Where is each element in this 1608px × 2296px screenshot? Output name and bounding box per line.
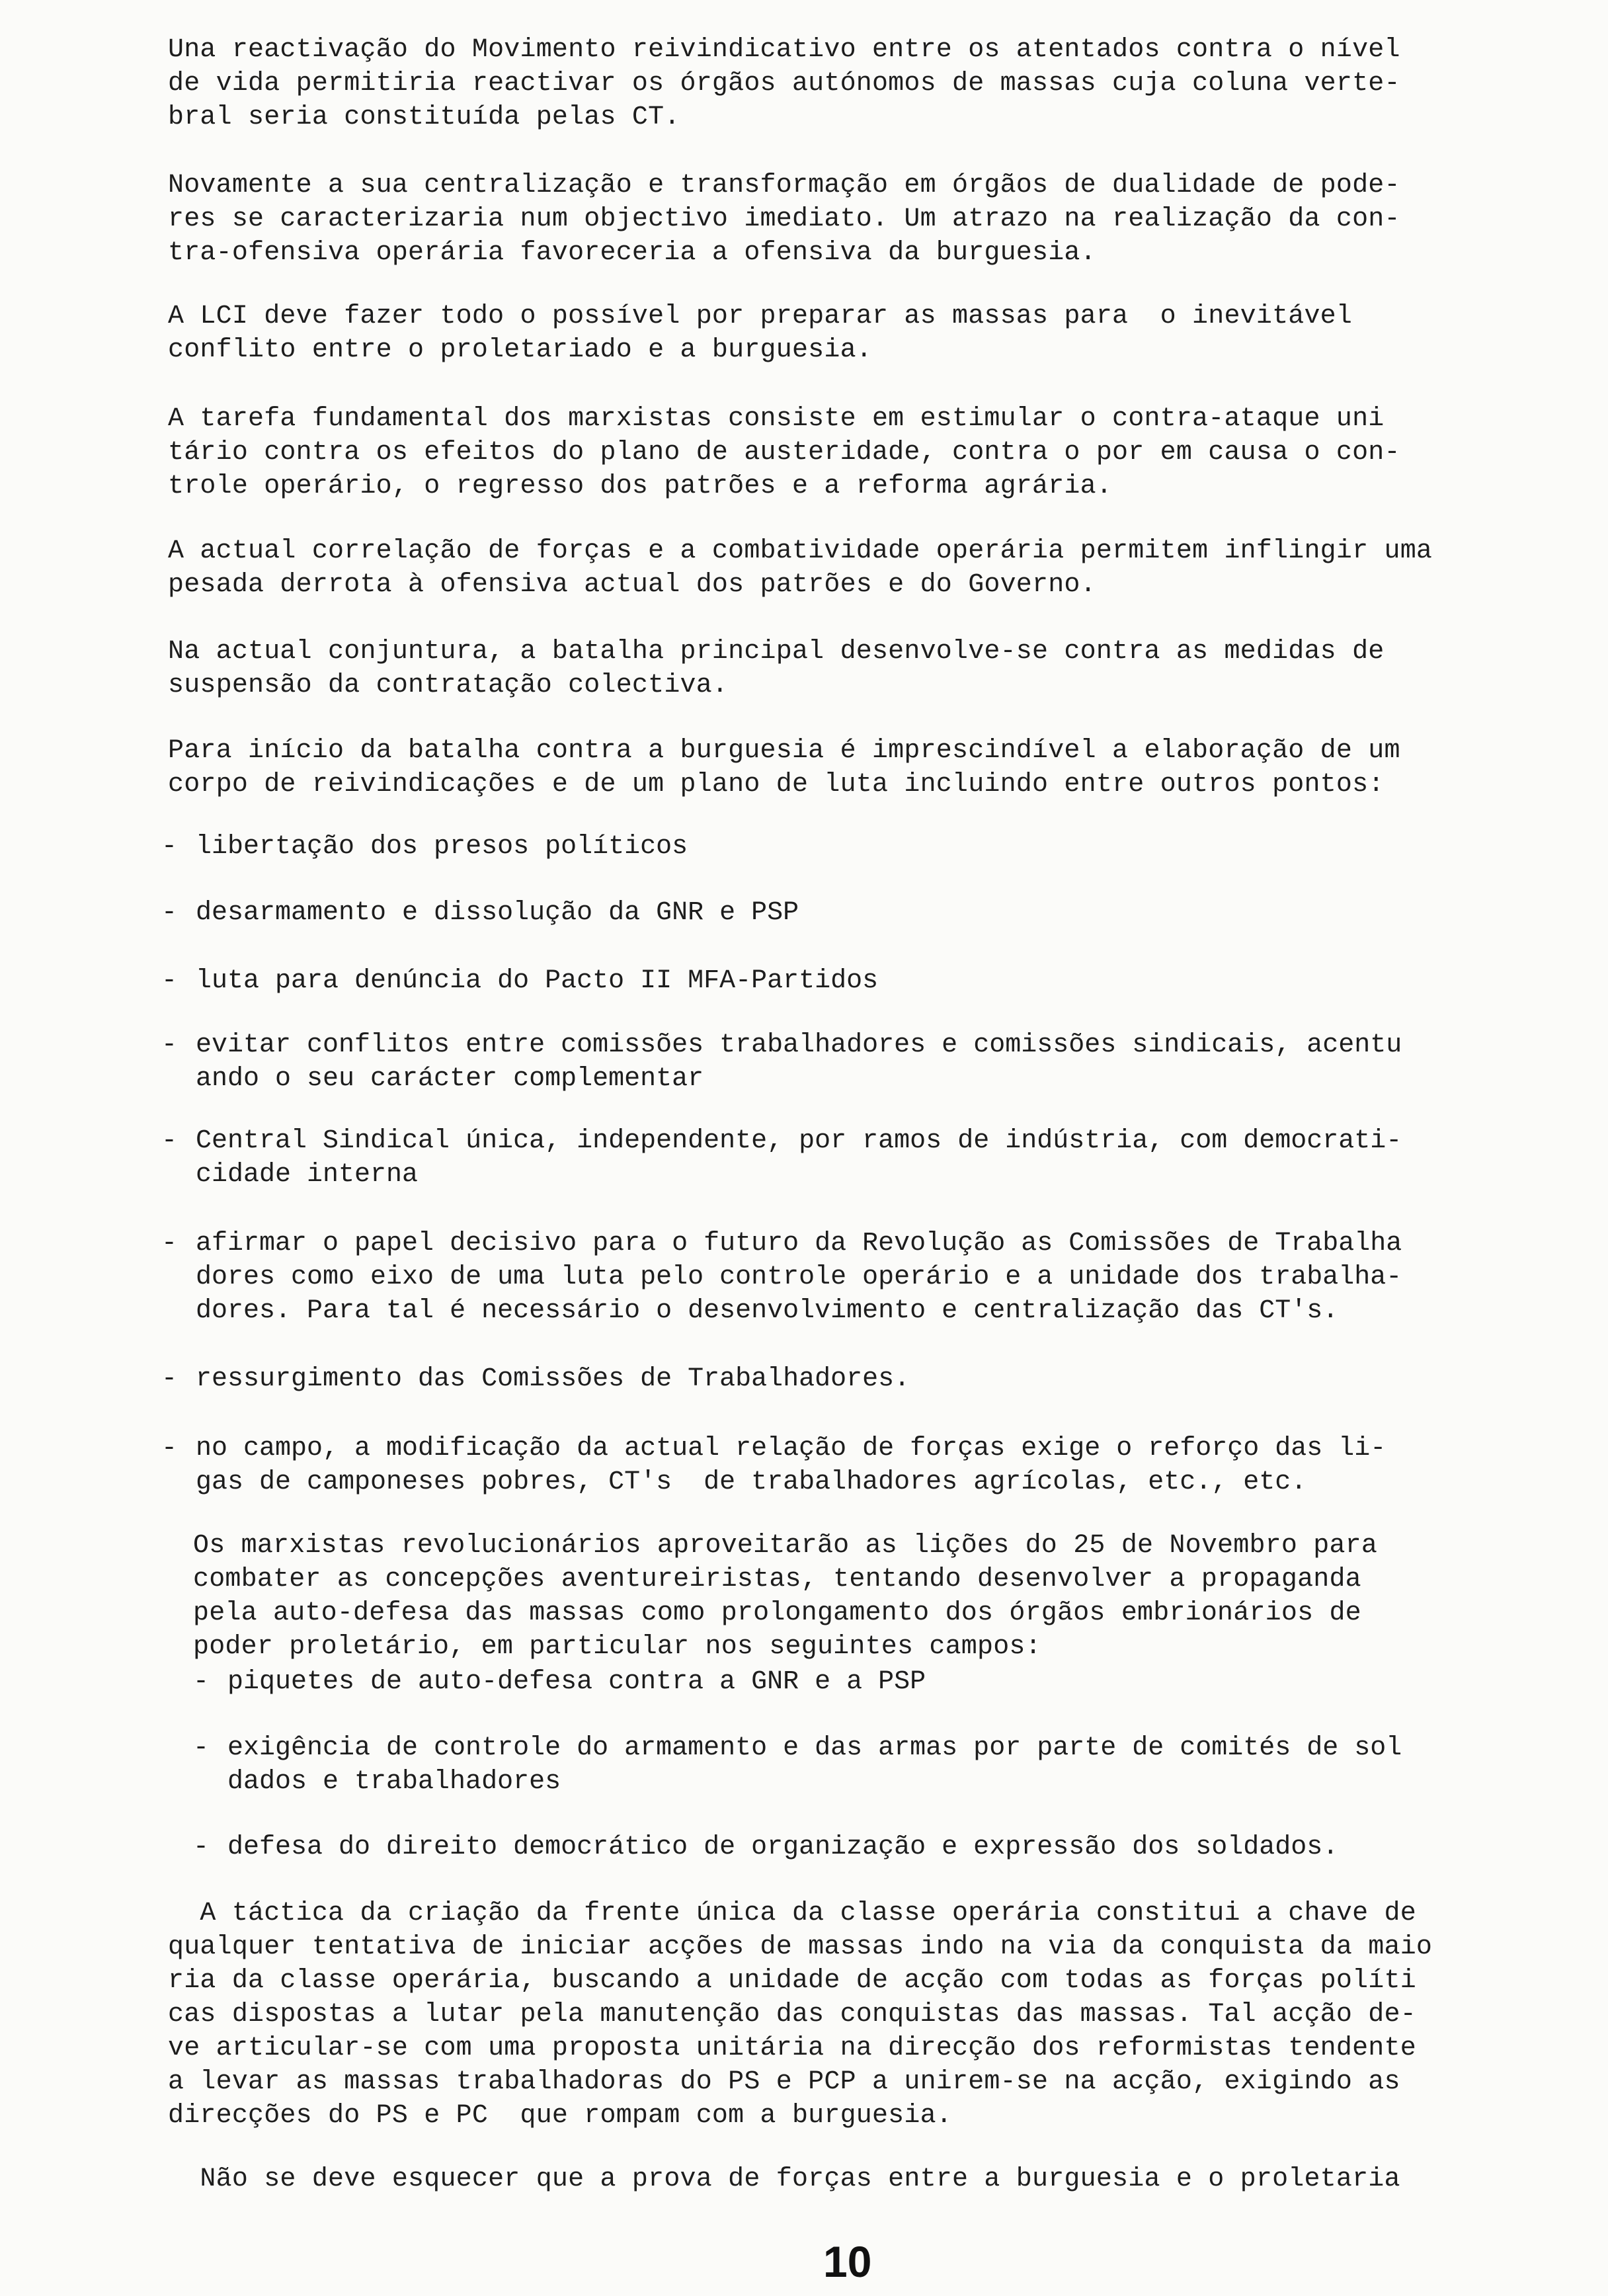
page-number: 10 — [823, 2237, 872, 2286]
paragraph-final-line: Não se deve esquecer que a prova de forças entre a burguesia e o proletaria — [168, 2164, 1400, 2194]
list-item-text: defesa do direito democrático de organização e expressão dos soldados. — [227, 1832, 1339, 1862]
paragraph-self-defense: Os marxistas revolucionários aproveitarão as lições do 25 de Novembro para combater as concepções aventureiristas, tentando desenvolver a propaganda pela auto-defesa das massas como prolongamento dos órgãos embrionários de poder proletário, em particular nos seguintes campos: — [193, 1531, 1378, 1662]
paragraph-lci: A LCI deve fazer todo o possível por preparar as massas para o inevitável conflito entre o proletariado e a burguesia. — [168, 302, 1353, 365]
bullet-dash: - — [193, 1733, 210, 1763]
list-item-text: exigência de controle do armamento e das armas por parte de comités de sol dados e trabalhadores — [227, 1733, 1402, 1797]
paragraph-battle: Para início da batalha contra a burguesia é imprescindível a elaboração de um corpo de reivindicações e de um plano de luta incluindo entre outros pontos: — [168, 736, 1400, 800]
list-item — [161, 1227, 1402, 1362]
bullet-dash: - — [193, 1832, 210, 1862]
list-item-text: piquetes de auto-defesa contra a GNR e a PSP — [227, 1667, 926, 1697]
bullet-dash: - — [161, 1364, 178, 1394]
list-item-text: desarmamento e dissolução da GNR e PSP — [196, 898, 799, 928]
bullet-dash: - — [161, 832, 178, 862]
paragraph-fundamental-task: A tarefa fundamental dos marxistas consiste em estimular o contra-ataque uni tário contra os efeitos do plano de austeridade, contra o por em causa o con- trole operário, o regresso dos patrões e a reforma agrária. — [168, 404, 1400, 501]
list-item-text: Central Sindical única, independente, por ramos de indústria, com democrati- cidade interna — [196, 1126, 1402, 1190]
paragraph-reactivation: Una reactivação do Movimento reivindicativo entre os atentados contra o nível de vida permitiria reactivar os órgãos autónomos de massas cuja coluna verte- bral seria constituída pelas CT. — [168, 35, 1400, 132]
list-item-text: luta para denúncia do Pacto II MFA-Partidos — [196, 966, 879, 996]
list-item-text: afirmar o papel decisivo para o futuro da Revolução as Comissões de Trabalha dores como eixo de uma luta pelo controle operário e a unidade dos trabalha- dores. Para tal é necessário o desenvolvimento e centralização das CT's. — [196, 1229, 1402, 1326]
bullet-dash: - — [161, 966, 178, 996]
bullet-dash: - — [161, 1126, 178, 1156]
bullet-dash: - — [193, 1667, 210, 1697]
bullet-dash: - — [161, 898, 178, 928]
paragraph-correlation: A actual correlação de forças e a combatividade operária permitem inflingir uma pesada derrota à ofensiva actual dos patrões e do Governo. — [168, 536, 1433, 600]
paragraph-conjuncture: Na actual conjuntura, a batalha principal desenvolve-se contra as medidas de suspensão da contratação colectiva. — [168, 637, 1385, 700]
bullet-dash: - — [161, 1030, 178, 1060]
list-item-text: no campo, a modificação da actual relação de forças exige o reforço das li- gas de camponeses pobres, CT's de trabalhadores agrícolas, etc., etc. — [196, 1434, 1387, 1497]
list-item-text: libertação dos presos políticos — [196, 832, 688, 862]
paragraph-centralization: Novamente a sua centralização e transformação em órgãos de dualidade de pode- res se caracterizaria num objectivo imediato. Um atrazo na realização da con- tra-ofensiva operária favoreceria a ofensiva da burguesia. — [168, 171, 1400, 268]
bullet-dash: - — [161, 1229, 178, 1258]
paragraph-united-front: A táctica da criação da frente única da classe operária constitui a chave de qualquer tentativa de iniciar acções de massas indo na via da conquista da maio ria da classe operária, buscando a unidade de acção com todas as forças políti cas dispostas a lutar pela manutenção das conquistas das massas. Tal acção de- ve articular-se com uma proposta unitária na direcção dos reformistas tendente a levar as massas trabalhadoras do PS e PCP a unirem-se na acção, exigindo as direcções do PS e PC que rompam com a burguesia. — [168, 1899, 1433, 2131]
list-item-text: ressurgimento das Comissões de Trabalhadores. — [196, 1364, 910, 1394]
bullet-dash: - — [161, 1434, 178, 1463]
list-item-text: evitar conflitos entre comissões trabalhadores e comissões sindicais, acentu ando o seu carácter complementar — [196, 1030, 1402, 1094]
